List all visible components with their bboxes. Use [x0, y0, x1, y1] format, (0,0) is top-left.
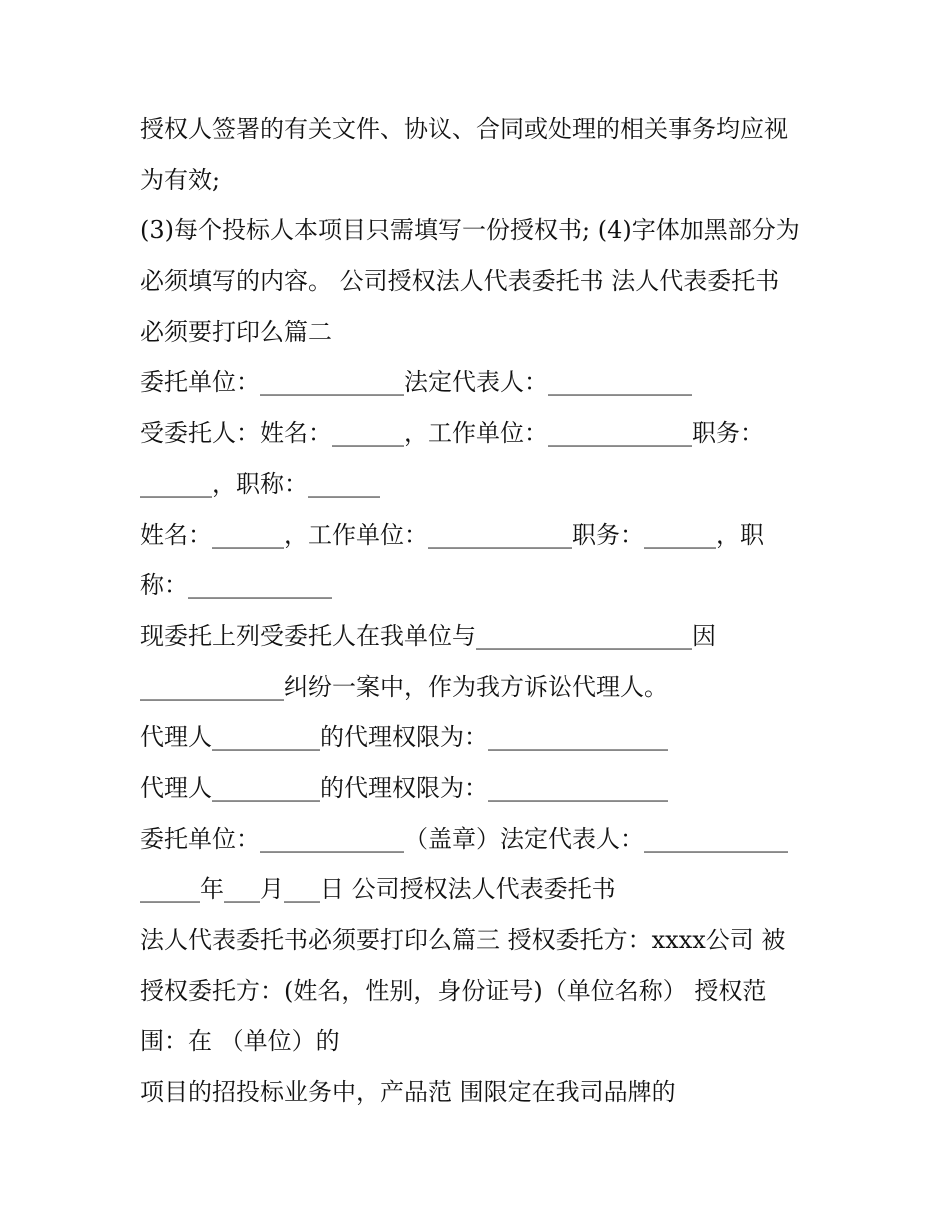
- text-line: 现委托上列受委托人在我单位与__________________因: [140, 621, 716, 650]
- text-line: 委托单位：____________（盖章）法定代表人：____________: [140, 824, 788, 853]
- text-line: 围：在 （单位）的: [140, 1027, 340, 1056]
- text-line: 称：____________: [140, 571, 332, 600]
- text-line: 法人代表委托书必须要打印么篇三 授权委托方：xxxx公司 被: [140, 926, 786, 954]
- document-page: [140, 104, 820, 1118]
- text-line: (3)每个投标人本项目只需填写一份授权书; (4)字体加黑部分为: [140, 216, 800, 245]
- text-line: 授权委托方：(姓名，性别，身份证号)（单位名称） 授权范: [140, 976, 767, 1005]
- text-line: 受委托人：姓名：______，工作单位：____________职务：: [140, 419, 764, 448]
- text-line: 代理人_________的代理权限为：_______________: [140, 773, 668, 802]
- text-line: 项目的招投标业务中，产品范 围限定在我司品牌的: [140, 1078, 676, 1107]
- text-line: 委托单位：____________法定代表人：____________: [140, 368, 692, 397]
- text-line: _____年___月___日 公司授权法人代表委托书: [140, 875, 616, 904]
- text-line: 为有效;: [140, 165, 221, 194]
- text-line: 必须要打印么篇二: [140, 317, 332, 346]
- text-line: 姓名：______，工作单位：____________职务：______，职: [140, 520, 764, 549]
- text-line: 授权人签署的有关文件、协议、合同或处理的相关事务均应视: [140, 115, 788, 143]
- text-line: ______，职称：______: [140, 469, 380, 498]
- text-line: ____________纠纷一案中，作为我方诉讼代理人。: [140, 672, 668, 701]
- text-line: 必须填写的内容。 公司授权法人代表委托书 法人代表委托书: [140, 267, 780, 296]
- text-line: 代理人_________的代理权限为：_______________: [140, 723, 668, 752]
